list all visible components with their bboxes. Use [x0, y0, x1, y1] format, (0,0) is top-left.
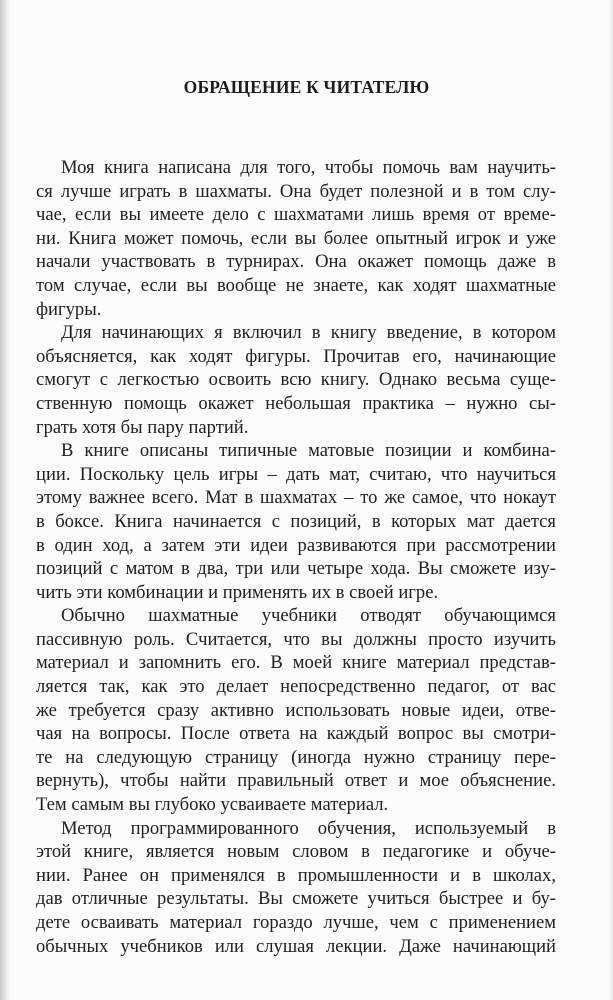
text-line: дете осваивать материал гораздо лучше, чем с применением: [36, 912, 556, 933]
text-line: Моя книга написана для того, чтобы помочь вам научить-: [61, 157, 556, 178]
text-line: Метод программированного обучения, используемый в: [61, 817, 556, 839]
text-line: пассивную роль. Считается, что вы должны просто изучить: [36, 628, 556, 650]
text-line: объясняется, как ходят фигуры. Прочитав его, начинающие: [36, 345, 556, 367]
text-line: дав отличные результаты. Вы сможете учиться быстрее и бу-: [36, 888, 556, 910]
text-line: фигуры.: [36, 298, 102, 320]
text-line: Для начинающих я включил в книгу введение, в котором: [61, 322, 556, 344]
text-line: ни. Книга может помочь, если вы более опытный игрок и уже: [36, 227, 556, 249]
text-line: В книге описаны типичные матовые позиции и комбина-: [61, 440, 556, 462]
text-line: чить эти комбинации и применять их в своей игре.: [36, 581, 439, 603]
text-line: ции. Поскольку цель игры – дать мат, считаю, что научиться: [36, 463, 556, 485]
text-line: нии. Ранее он применялся в промышленности и в школах,: [36, 864, 556, 886]
text-line: начали участвовать в турнирах. Она окажет помощь даже в: [36, 251, 556, 273]
text-line: этой книге, является новым словом в педагогике и обуче-: [36, 841, 556, 863]
text-line: ся лучше играть в шахматы. Она будет полезной и в том слу-: [36, 180, 556, 202]
text-line: те на следующую страницу (иногда нужно страницу пере-: [36, 746, 556, 768]
page-edge-shadow-right: [609, 0, 613, 1000]
text-line: в один ход, а затем эти идеи развиваются при рассмотрении: [36, 534, 556, 556]
text-line: позиций с матом в два, три или четыре хода. Вы сможете изу-: [36, 558, 556, 580]
text-line: Тем самым вы глубоко усваиваете материал.: [36, 794, 389, 816]
text-line: грать хотя бы пару партий.: [36, 416, 249, 438]
text-line: том случае, если вы вообще не знаете, как ходят шахматные: [36, 274, 556, 296]
text-line: этому важнее всего. Мат в шахматах – то же самое, что нокаут: [36, 487, 556, 509]
text-line: же требуется сразу активно использовать новые идеи, отве-: [36, 699, 556, 721]
text-line: материал и запомнить его. В моей книге материал представ-: [36, 652, 556, 674]
page-edge-shadow: [0, 0, 10, 1000]
text-line: ственную помощь окажет небольшая практика – нужно сы-: [36, 392, 556, 414]
body-text: [36, 156, 556, 958]
text-line: Обычно шахматные учебники отводят обучающимся: [61, 605, 556, 627]
text-line: вернуть), чтобы найти правильный ответ и мое объяснение.: [36, 770, 556, 792]
text-line: в боксе. Книга начинается с позиций, в которых мат дается: [36, 510, 556, 532]
text-line: чае, если вы имеете дело с шахматами лишь время от време-: [36, 204, 556, 226]
chapter-title: ОБРАЩЕНИЕ К ЧИТАТЕЛЮ: [183, 77, 430, 97]
text-line: обычных учебников или слушая лекции. Даже начинающий: [36, 935, 556, 957]
text-line: чая на вопросы. После ответа на каждый вопрос вы смотри-: [36, 723, 556, 745]
text-line: смогут с легкостью освоить всю книгу. Однако весьма суще-: [36, 369, 556, 391]
text-line: ляется так, как это делает непосредственно педагог, от вас: [36, 676, 556, 698]
